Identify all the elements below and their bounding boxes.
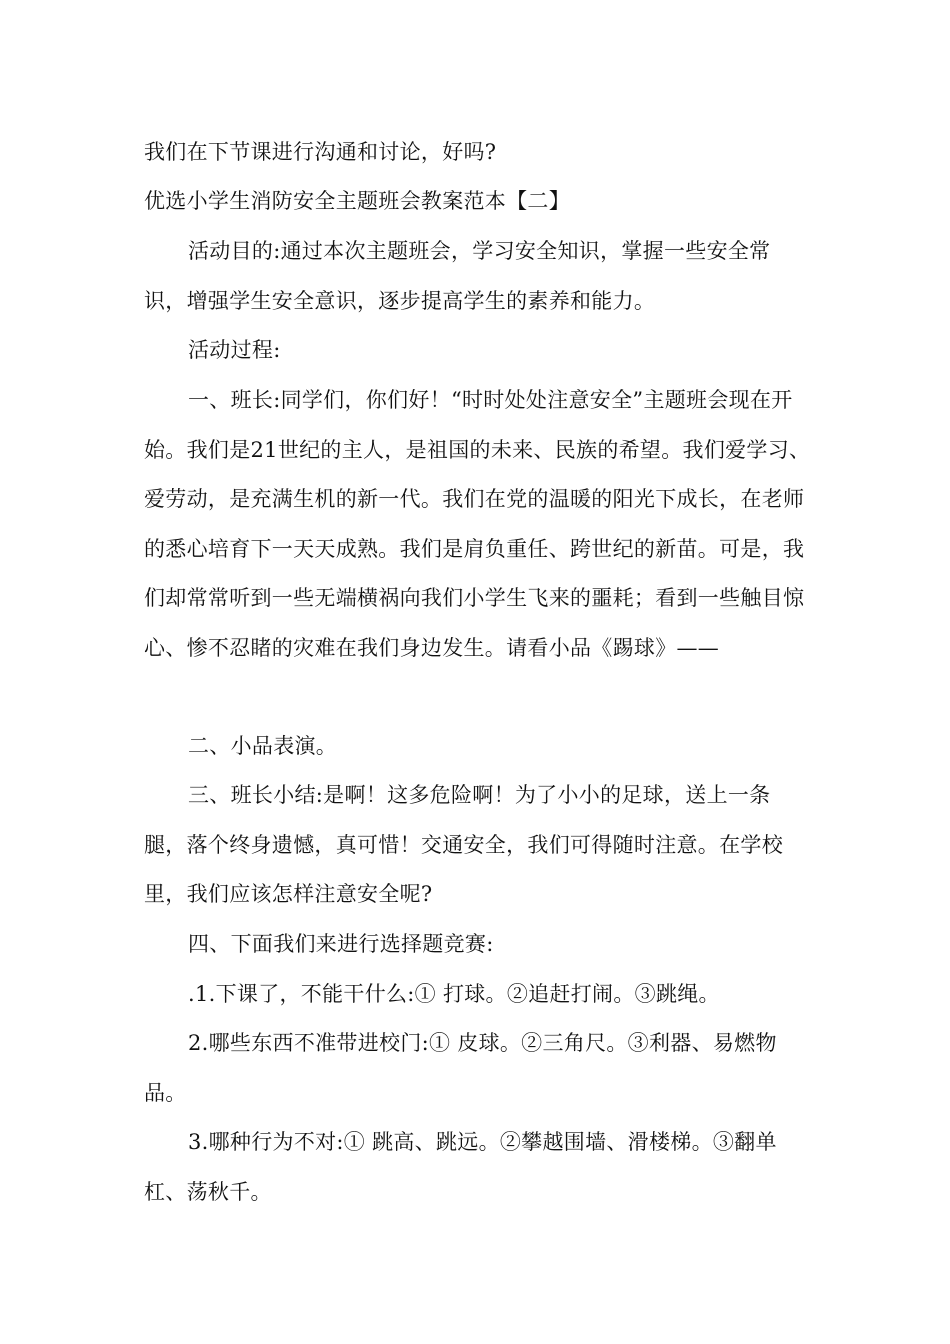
paragraph-activity-goal: 活动目的:通过本次主题班会，学习安全知识，掌握一些安全常识，增强学生安全意识，逐步提高学生的素养和能力。 (144, 239, 771, 313)
paragraph-monitor-speech: 一、班长:同学们，你们好！“时时处处注意安全”主题班会现在开始。我们是21世纪的主人，是祖国的未来、民族的希望。我们爱学习、爱劳动，是充满生机的新一代。我们在党的温暖的阳光下成长，在老师的悉心培育下一天天成熟。我们是肩负重任、跨世纪的新苗。可是，我们却常常听到一些无端横祸向我们小学生飞来的噩耗；看到一些触目惊心、惨不忍睹的灾难在我们身边发生。请看小品《踢球》—— (144, 388, 811, 660)
section-heading: 优选小学生消防安全主题班会教案范本【二】 (144, 189, 570, 213)
paragraph-closing-question: 我们在下节课进行沟通和讨论，好吗? (144, 140, 497, 164)
quiz-question-2: 2.哪些东西不准带进校门:① 皮球。②三角尺。③利器、易燃物品。 (144, 1031, 777, 1105)
quiz-question-1: .1.下课了，不能干什么:① 打球。②追赶打闹。③跳绳。 (188, 982, 720, 1006)
paragraph-quiz-intro: 四、下面我们来进行选择题竞赛: (188, 932, 494, 956)
paragraph-activity-process: 活动过程: (188, 338, 281, 362)
paragraph-monitor-summary: 三、班长小结:是啊！这多危险啊！为了小小的足球，送上一条腿，落个终身遗憾，真可惜！交通安全，我们可得随时注意。在学校里，我们应该怎样注意安全呢? (144, 783, 783, 906)
quiz-question-3: 3.哪种行为不对:① 跳高、跳远。②攀越围墙、滑楼梯。③翻单杠、荡秋千。 (144, 1130, 777, 1204)
paragraph-skit-performance: 二、小品表演。 (188, 734, 338, 758)
